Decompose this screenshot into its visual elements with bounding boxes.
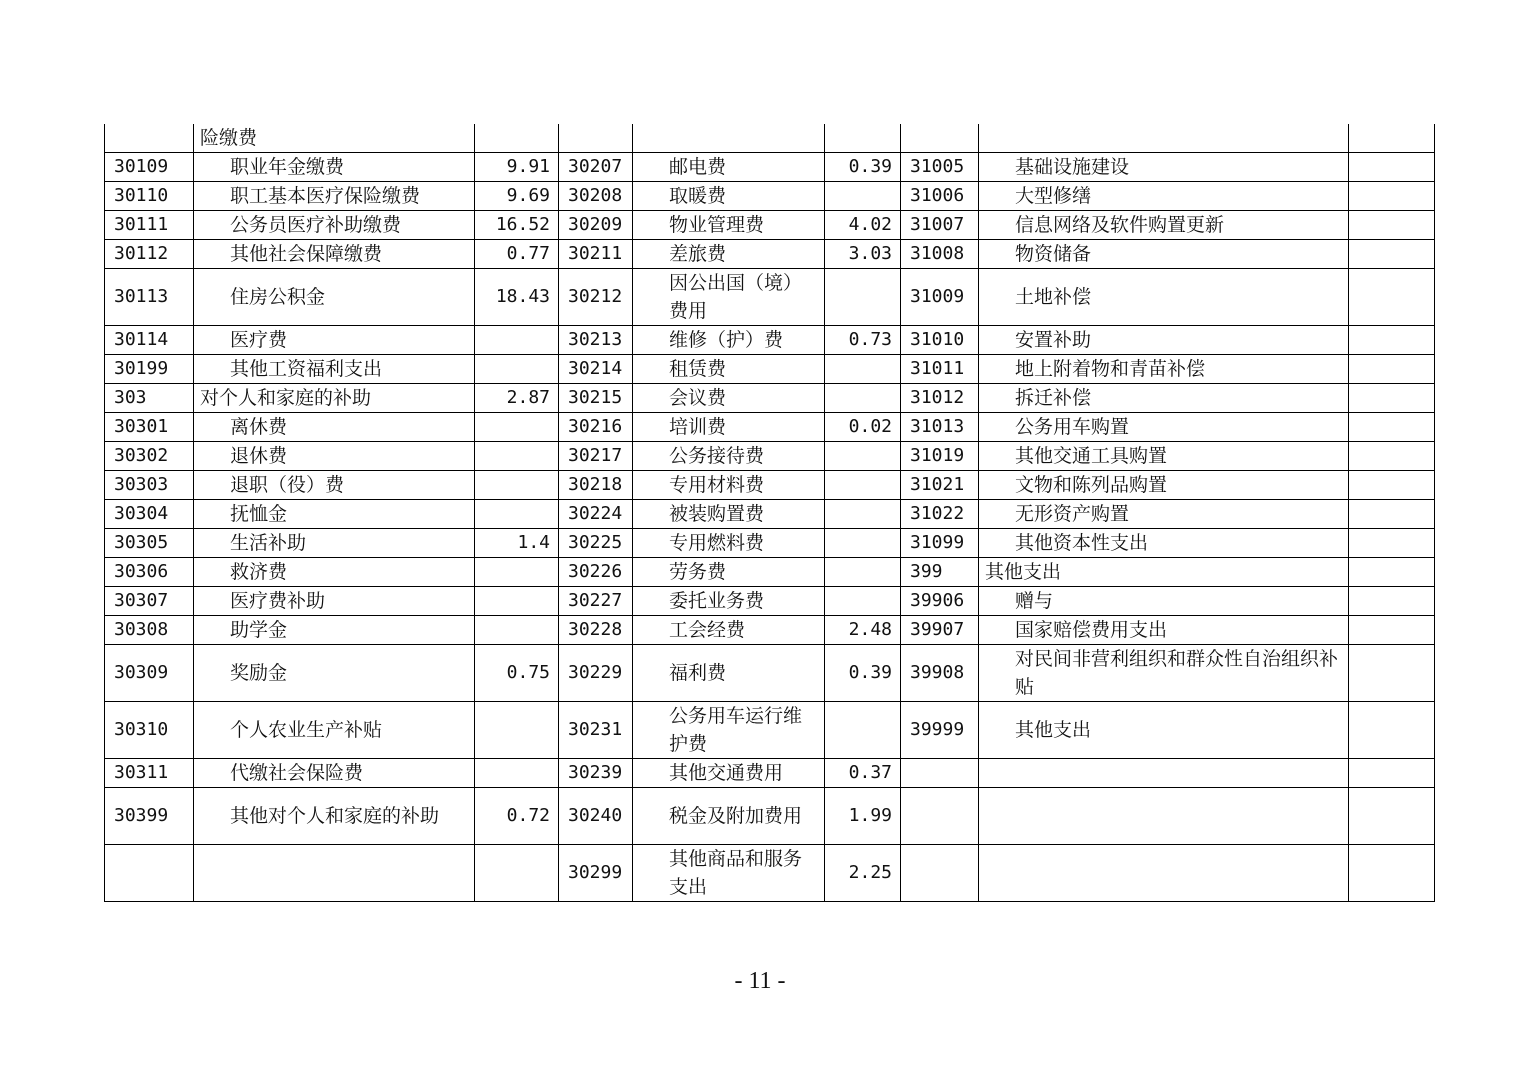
account-name-cell (194, 182, 475, 211)
amount-cell (1349, 269, 1435, 326)
account-name-cell (979, 471, 1349, 500)
account-name-cell (979, 182, 1349, 211)
account-name-cell (194, 326, 475, 355)
account-name-text: 委托业务费 (669, 590, 765, 612)
account-code-cell: 30225 (559, 529, 633, 558)
account-name-text: 因公出国（境）费用 (669, 272, 803, 322)
account-name-cell (633, 442, 825, 471)
account-code-cell: 30217 (559, 442, 633, 471)
account-code-cell: 30309 (105, 645, 194, 702)
table-row (105, 211, 1435, 240)
amount-cell (1349, 587, 1435, 616)
account-name-cell (633, 471, 825, 500)
account-code-cell: 30239 (559, 759, 633, 788)
account-name-cell (979, 845, 1349, 902)
account-name-text: 其他资本性支出 (1015, 532, 1149, 554)
amount-cell (825, 355, 901, 384)
account-name-cell (633, 645, 825, 702)
account-name-cell (194, 645, 475, 702)
account-name-cell (979, 384, 1349, 413)
account-name-text: 物资储备 (1015, 243, 1092, 265)
account-code-cell: 30305 (105, 529, 194, 558)
account-name-cell (194, 500, 475, 529)
amount-cell (825, 529, 901, 558)
table-row (105, 529, 1435, 558)
account-name-text: 地上附着物和青苗补偿 (1015, 358, 1206, 380)
account-name-cell (979, 759, 1349, 788)
amount-cell (475, 442, 559, 471)
account-code-cell: 30229 (559, 645, 633, 702)
account-name-cell (194, 153, 475, 182)
account-name-cell (633, 413, 825, 442)
account-name-cell (194, 788, 475, 845)
account-name-text: 退职（役）费 (230, 474, 345, 496)
account-name-text: 会议费 (669, 387, 727, 409)
account-name-text: 公务用车购置 (1015, 416, 1130, 438)
account-code-cell: 30227 (559, 587, 633, 616)
amount-cell: 2.48 (825, 616, 901, 645)
account-name-cell (979, 500, 1349, 529)
account-name-text: 差旅费 (669, 243, 727, 265)
account-name-cell (194, 124, 475, 153)
amount-cell (475, 702, 559, 759)
amount-cell (825, 442, 901, 471)
account-code-cell: 31007 (901, 211, 979, 240)
account-code-cell: 39906 (901, 587, 979, 616)
account-code-cell: 31013 (901, 413, 979, 442)
account-name-text: 救济费 (230, 561, 288, 583)
account-code-cell (901, 788, 979, 845)
account-code-cell: 30199 (105, 355, 194, 384)
account-code-cell: 30307 (105, 587, 194, 616)
account-name-text: 被装购置费 (669, 503, 765, 525)
table-row (105, 355, 1435, 384)
account-code-cell: 30299 (559, 845, 633, 902)
account-code-cell: 30306 (105, 558, 194, 587)
account-name-text: 安置补助 (1015, 329, 1092, 351)
account-name-cell (633, 587, 825, 616)
account-name-cell (979, 211, 1349, 240)
account-name-cell (633, 153, 825, 182)
account-name-text: 离休费 (230, 416, 288, 438)
account-code-cell: 30211 (559, 240, 633, 269)
account-code-cell: 30304 (105, 500, 194, 529)
account-name-cell (633, 558, 825, 587)
account-name-cell (979, 269, 1349, 326)
account-name-text: 赠与 (1015, 590, 1054, 612)
account-name-cell (194, 587, 475, 616)
amount-cell (475, 413, 559, 442)
amount-cell (475, 759, 559, 788)
amount-cell: 0.39 (825, 645, 901, 702)
amount-cell: 0.77 (475, 240, 559, 269)
account-name-text: 医疗费 (230, 329, 288, 351)
amount-cell: 0.39 (825, 153, 901, 182)
account-name-cell (194, 759, 475, 788)
account-code-cell: 31021 (901, 471, 979, 500)
account-name-cell (194, 616, 475, 645)
amount-cell: 0.75 (475, 645, 559, 702)
account-name-text: 退休费 (230, 445, 288, 467)
account-name-cell (633, 211, 825, 240)
amount-cell (1349, 384, 1435, 413)
table-row (105, 384, 1435, 413)
table-row (105, 587, 1435, 616)
account-code-cell (901, 759, 979, 788)
table-row (105, 182, 1435, 211)
account-code-cell: 30399 (105, 788, 194, 845)
amount-cell (1349, 240, 1435, 269)
amount-cell (475, 355, 559, 384)
account-code-cell: 30207 (559, 153, 633, 182)
account-name-text: 税金及附加费用 (669, 805, 803, 827)
account-name-cell (633, 326, 825, 355)
account-name-cell (194, 269, 475, 326)
account-name-cell (633, 384, 825, 413)
amount-cell (1349, 500, 1435, 529)
account-code-cell: 30228 (559, 616, 633, 645)
account-code-cell: 30226 (559, 558, 633, 587)
amount-cell (1349, 788, 1435, 845)
amount-cell (475, 558, 559, 587)
account-name-text: 专用燃料费 (669, 532, 765, 554)
account-code-cell: 31019 (901, 442, 979, 471)
account-code-cell: 31012 (901, 384, 979, 413)
amount-cell (475, 616, 559, 645)
account-code-cell: 30301 (105, 413, 194, 442)
account-code-cell: 30311 (105, 759, 194, 788)
account-code-cell: 30240 (559, 788, 633, 845)
table-row (105, 788, 1435, 845)
account-code-cell (105, 845, 194, 902)
amount-cell (1349, 124, 1435, 153)
table-row (105, 645, 1435, 702)
account-name-text: 文物和陈列品购置 (1015, 474, 1168, 496)
account-code-cell: 39907 (901, 616, 979, 645)
page-number: - 11 - (734, 968, 786, 994)
amount-cell: 3.03 (825, 240, 901, 269)
account-name-text: 其他支出 (985, 561, 1062, 583)
account-name-text: 信息网络及软件购置更新 (1015, 214, 1225, 236)
account-name-text: 职业年金缴费 (230, 156, 345, 178)
amount-cell (825, 269, 901, 326)
amount-cell (1349, 471, 1435, 500)
account-name-text: 个人农业生产补贴 (230, 719, 383, 741)
account-name-cell (979, 587, 1349, 616)
account-code-cell: 399 (901, 558, 979, 587)
account-code-cell: 30310 (105, 702, 194, 759)
account-name-cell (633, 845, 825, 902)
account-code-cell: 30224 (559, 500, 633, 529)
account-name-cell (979, 240, 1349, 269)
account-code-cell: 31006 (901, 182, 979, 211)
account-name-text: 代缴社会保险费 (230, 762, 364, 784)
table-row (105, 413, 1435, 442)
account-name-text: 无形资产购置 (1015, 503, 1130, 525)
amount-cell (825, 702, 901, 759)
table-row (105, 845, 1435, 902)
account-name-text: 其他工资福利支出 (230, 358, 383, 380)
account-name-cell (979, 153, 1349, 182)
account-name-cell (979, 355, 1349, 384)
amount-cell (825, 558, 901, 587)
account-code-cell (559, 124, 633, 153)
amount-cell (475, 500, 559, 529)
account-code-cell: 39999 (901, 702, 979, 759)
account-name-text: 职工基本医疗保险缴费 (230, 185, 421, 207)
account-name-text: 土地补偿 (1015, 286, 1092, 308)
account-name-cell (979, 442, 1349, 471)
table-row (105, 616, 1435, 645)
account-code-cell: 30209 (559, 211, 633, 240)
account-code-cell: 30213 (559, 326, 633, 355)
amount-cell: 9.69 (475, 182, 559, 211)
amount-cell: 2.87 (475, 384, 559, 413)
account-name-text: 维修（护）费 (669, 329, 784, 351)
account-code-cell: 30113 (105, 269, 194, 326)
account-name-cell (979, 558, 1349, 587)
table-row (105, 759, 1435, 788)
account-name-text: 国家赔偿费用支出 (1015, 619, 1168, 641)
account-name-text: 公务员医疗补助缴费 (230, 214, 402, 236)
amount-cell: 2.25 (825, 845, 901, 902)
amount-cell (1349, 845, 1435, 902)
account-name-text: 专用材料费 (669, 474, 765, 496)
amount-cell (1349, 153, 1435, 182)
account-name-text: 住房公积金 (230, 286, 326, 308)
account-name-text: 其他交通工具购置 (1015, 445, 1168, 467)
account-name-text: 取暖费 (669, 185, 727, 207)
account-code-cell: 39908 (901, 645, 979, 702)
account-name-text: 租赁费 (669, 358, 727, 380)
amount-cell (1349, 702, 1435, 759)
account-name-cell (194, 529, 475, 558)
account-name-text: 其他商品和服务支出 (669, 848, 803, 898)
amount-cell (825, 587, 901, 616)
account-name-text: 医疗费补助 (230, 590, 326, 612)
table-row (105, 153, 1435, 182)
account-name-text: 工会经费 (669, 619, 746, 641)
account-code-cell: 31099 (901, 529, 979, 558)
account-code-cell (105, 124, 194, 153)
amount-cell (1349, 326, 1435, 355)
amount-cell: 0.37 (825, 759, 901, 788)
account-code-cell (901, 845, 979, 902)
account-code-cell: 30109 (105, 153, 194, 182)
account-code-cell: 30216 (559, 413, 633, 442)
expense-classification-table (104, 124, 1435, 902)
account-name-cell (979, 702, 1349, 759)
account-name-cell (633, 788, 825, 845)
amount-cell (825, 384, 901, 413)
amount-cell (1349, 558, 1435, 587)
account-name-text: 生活补助 (230, 532, 307, 554)
amount-cell (1349, 616, 1435, 645)
amount-cell: 0.72 (475, 788, 559, 845)
account-name-cell (633, 269, 825, 326)
account-name-cell (979, 645, 1349, 702)
amount-cell (825, 124, 901, 153)
amount-cell (825, 500, 901, 529)
amount-cell (1349, 355, 1435, 384)
amount-cell (475, 326, 559, 355)
amount-cell (1349, 211, 1435, 240)
account-name-cell (979, 413, 1349, 442)
account-code-cell: 31005 (901, 153, 979, 182)
account-code-cell: 31010 (901, 326, 979, 355)
account-name-text: 培训费 (669, 416, 727, 438)
amount-cell (1349, 413, 1435, 442)
account-code-cell: 31011 (901, 355, 979, 384)
account-name-cell (979, 124, 1349, 153)
table-row (105, 326, 1435, 355)
amount-cell: 4.02 (825, 211, 901, 240)
account-code-cell: 30303 (105, 471, 194, 500)
account-code-cell: 30111 (105, 211, 194, 240)
account-name-cell (633, 182, 825, 211)
amount-cell (475, 124, 559, 153)
amount-cell (1349, 182, 1435, 211)
account-code-cell (901, 124, 979, 153)
account-code-cell: 30302 (105, 442, 194, 471)
table-row (105, 240, 1435, 269)
account-name-cell (633, 529, 825, 558)
account-name-cell (194, 558, 475, 587)
amount-cell (475, 471, 559, 500)
account-name-text: 基础设施建设 (1015, 156, 1130, 178)
amount-cell (475, 845, 559, 902)
amount-cell (475, 587, 559, 616)
account-name-text: 抚恤金 (230, 503, 288, 525)
account-name-text: 其他社会保障缴费 (230, 243, 383, 265)
account-name-text: 大型修缮 (1015, 185, 1092, 207)
table-row (105, 702, 1435, 759)
account-name-cell (979, 788, 1349, 845)
account-name-cell (633, 702, 825, 759)
amount-cell: 1.4 (475, 529, 559, 558)
amount-cell: 18.43 (475, 269, 559, 326)
account-code-cell: 30110 (105, 182, 194, 211)
account-code-cell: 30231 (559, 702, 633, 759)
account-name-cell (633, 616, 825, 645)
account-name-text: 对民间非营利组织和群众性自治组织补贴 (1015, 648, 1339, 698)
account-name-cell (633, 500, 825, 529)
account-name-text: 邮电费 (669, 156, 727, 178)
account-name-text: 险缴费 (200, 127, 258, 149)
amount-cell (825, 182, 901, 211)
account-code-cell: 30214 (559, 355, 633, 384)
account-name-cell (979, 529, 1349, 558)
account-name-cell (979, 616, 1349, 645)
table-row (105, 124, 1435, 153)
account-name-text: 福利费 (669, 662, 727, 684)
account-name-cell (633, 759, 825, 788)
account-name-cell (194, 240, 475, 269)
expense-table-sheet (104, 124, 1434, 902)
account-code-cell: 30218 (559, 471, 633, 500)
table-row (105, 558, 1435, 587)
account-code-cell: 303 (105, 384, 194, 413)
account-name-cell (633, 124, 825, 153)
account-code-cell: 30208 (559, 182, 633, 211)
account-code-cell: 30114 (105, 326, 194, 355)
account-name-cell (979, 326, 1349, 355)
amount-cell: 0.73 (825, 326, 901, 355)
table-row (105, 471, 1435, 500)
account-code-cell: 30215 (559, 384, 633, 413)
account-name-cell (633, 240, 825, 269)
amount-cell: 1.99 (825, 788, 901, 845)
account-name-cell (194, 471, 475, 500)
account-name-text: 其他对个人和家庭的补助 (230, 805, 440, 827)
amount-cell: 0.02 (825, 413, 901, 442)
amount-cell (1349, 442, 1435, 471)
account-code-cell: 31022 (901, 500, 979, 529)
table-row (105, 269, 1435, 326)
account-name-text: 奖励金 (230, 662, 288, 684)
table-row (105, 500, 1435, 529)
account-code-cell: 31008 (901, 240, 979, 269)
amount-cell: 9.91 (475, 153, 559, 182)
account-name-cell (194, 845, 475, 902)
account-name-text: 公务用车运行维护费 (669, 705, 803, 755)
account-name-cell (194, 442, 475, 471)
account-name-text: 物业管理费 (669, 214, 765, 236)
amount-cell (1349, 645, 1435, 702)
table-row (105, 442, 1435, 471)
account-name-cell (194, 702, 475, 759)
amount-cell: 16.52 (475, 211, 559, 240)
account-name-text: 劳务费 (669, 561, 727, 583)
account-name-cell (194, 355, 475, 384)
account-code-cell: 31009 (901, 269, 979, 326)
account-name-cell (633, 355, 825, 384)
account-name-text: 助学金 (230, 619, 288, 641)
amount-cell (825, 471, 901, 500)
account-name-text: 公务接待费 (669, 445, 765, 467)
amount-cell (1349, 529, 1435, 558)
account-code-cell: 30308 (105, 616, 194, 645)
account-name-cell (194, 413, 475, 442)
amount-cell (1349, 759, 1435, 788)
account-name-cell (194, 384, 475, 413)
account-name-cell (194, 211, 475, 240)
account-name-text: 对个人和家庭的补助 (200, 387, 372, 409)
account-code-cell: 30112 (105, 240, 194, 269)
account-name-text: 其他交通费用 (669, 762, 784, 784)
account-name-text: 拆迁补偿 (1015, 387, 1092, 409)
account-code-cell: 30212 (559, 269, 633, 326)
account-name-text: 其他支出 (1015, 719, 1092, 741)
